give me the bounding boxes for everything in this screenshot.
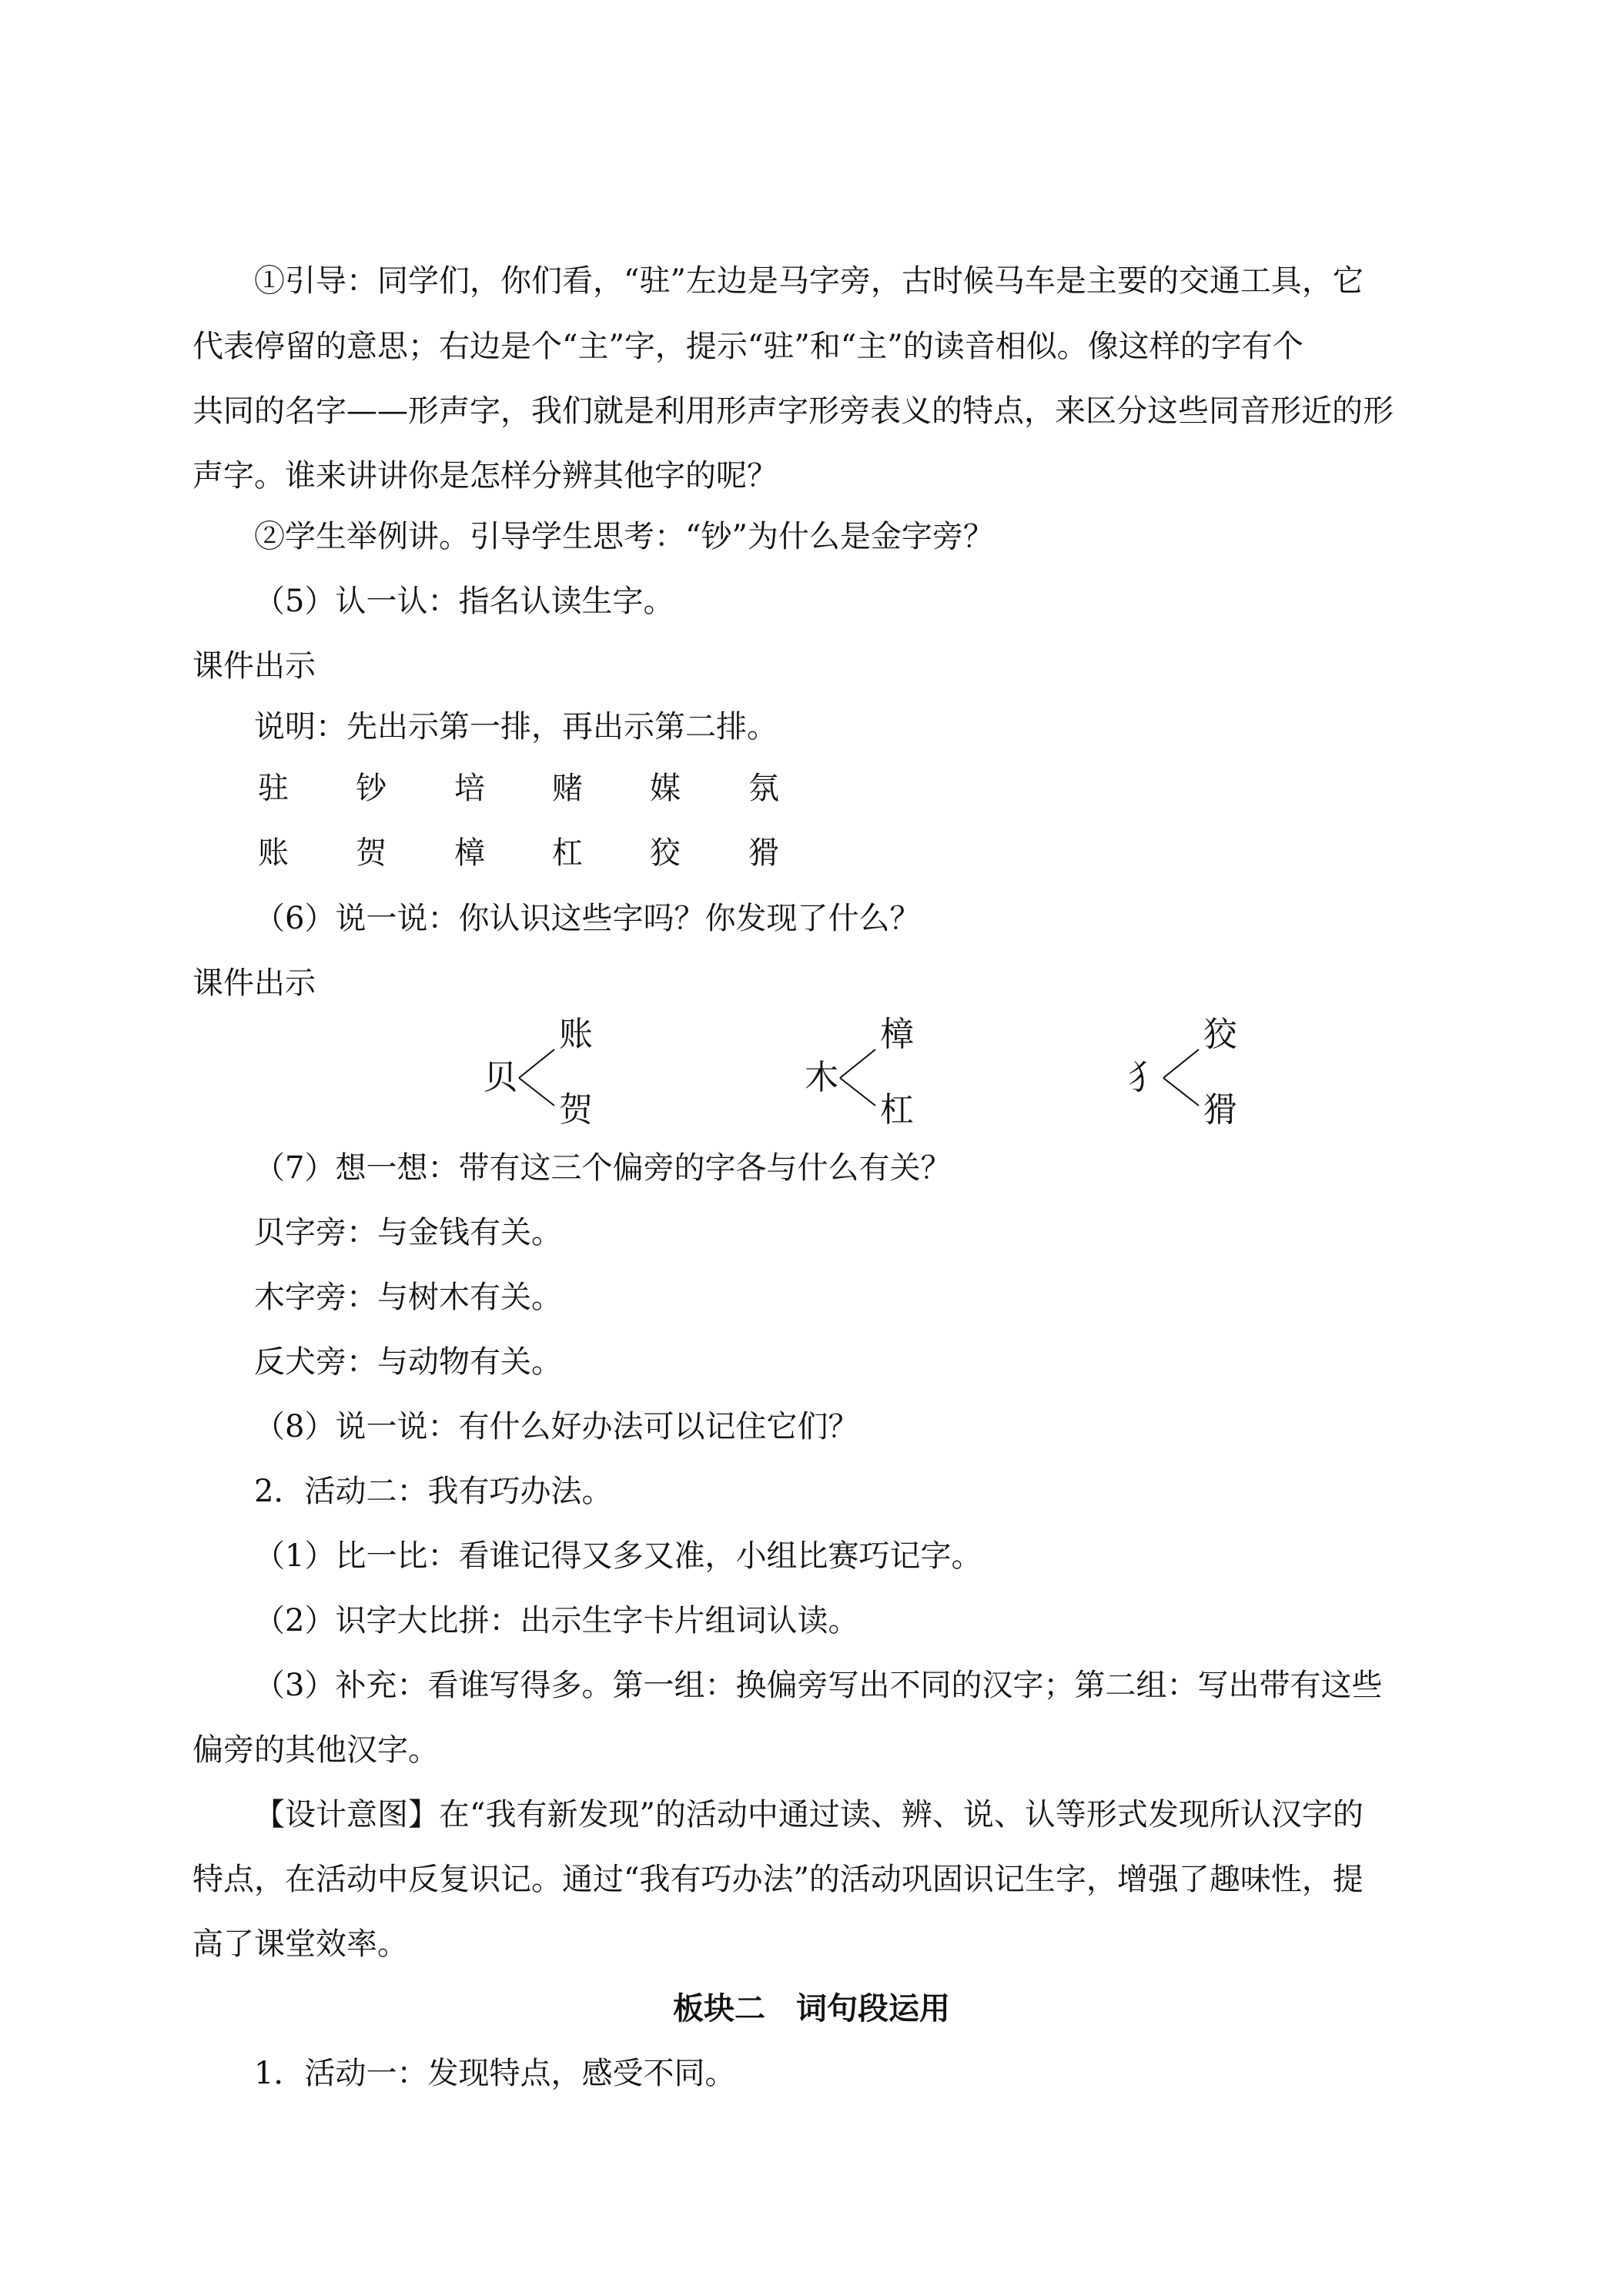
derived-char: 杠	[880, 1090, 914, 1130]
row1-char: 氛	[748, 771, 779, 806]
step6-text: （6）说一说：你认识这些字吗？你发现了什么？	[254, 901, 921, 936]
design-intent-line2: 特点，在活动中反复识记。通过“我有巧办法”的活动巩固识记生字，增强了趣味性，提	[192, 1862, 1364, 1897]
para1-line1: ①引导：同学们，你们看，“驻”左边是马字旁，古时候马车是主要的交通工具，它	[254, 263, 1364, 299]
row2-char: 猾	[748, 835, 779, 871]
radical-diagram-quan	[1128, 1015, 1259, 1130]
activity2-item2: （2）识字大比拼：出示生字卡片组词认读。	[254, 1603, 859, 1638]
step8-text: （8）说一说：有什么好办法可以记住它们？	[254, 1409, 859, 1444]
row2-char: 贺	[356, 835, 387, 871]
activity2-item1: （1）比一比：看谁记得又多又准，小组比赛巧记字。	[254, 1538, 982, 1574]
derived-char: 账	[559, 1015, 593, 1054]
mu-radical-text: 木字旁：与树木有关。	[254, 1280, 562, 1315]
row1-char: 赌	[552, 771, 583, 806]
branch-lines	[484, 1015, 614, 1130]
activity2-item3-line1: （3）补充：看谁写得多。第一组：换偏旁写出不同的汉字；第二组：写出带有这些	[254, 1668, 1383, 1703]
para1-line3: 共同的名字——形声字，我们就是利用形声字形旁表义的特点，来区分这些同音形近的形	[192, 393, 1394, 429]
fanquan-radical-text: 反犬旁：与动物有关。	[254, 1344, 562, 1380]
para2: ②学生举例讲。引导学生思考：“钞”为什么是金字旁？	[254, 519, 994, 554]
derived-char: 贺	[559, 1090, 593, 1130]
branch-lines	[805, 1015, 935, 1130]
activity1-text: 1．活动一：发现特点，感受不同。	[254, 2056, 736, 2091]
row2-char: 狡	[650, 835, 681, 871]
row2-char: 樟	[454, 835, 485, 871]
row2-char: 账	[258, 835, 289, 871]
branch-lines	[1128, 1015, 1259, 1130]
bei-radical-text: 贝字旁：与金钱有关。	[254, 1215, 562, 1250]
row1-char: 钞	[356, 771, 387, 806]
derived-char: 狡	[1203, 1015, 1237, 1054]
activity2-item3-line2: 偏旁的其他汉字。	[192, 1732, 439, 1768]
radical-diagram-mu	[805, 1015, 935, 1130]
design-intent-line1: 【设计意图】在“我有新发现”的活动中通过读、辨、说、认等形式发现所认汉字的	[254, 1797, 1364, 1832]
step7-text: （7）想一想：带有这三个偏旁的字各与什么有关？	[254, 1150, 952, 1186]
row1-char: 媒	[650, 771, 681, 806]
courseware-label-1: 课件出示	[192, 648, 316, 684]
section-title: 板块二 词句段运用	[673, 1990, 950, 2027]
derived-char: 樟	[880, 1015, 914, 1054]
row1-char: 培	[454, 771, 485, 806]
radical-diagram-bei	[484, 1015, 614, 1130]
note-text: 说明：先出示第一排，再出示第二排。	[254, 709, 778, 745]
para1-line4: 声字。谁来讲讲你是怎样分辨其他字的呢？	[192, 458, 778, 494]
step5-text: （5）认一认：指名认读生字。	[254, 584, 674, 619]
activity2-text: 2．活动二：我有巧办法。	[254, 1474, 613, 1509]
design-intent-line3: 高了课堂效率。	[192, 1926, 408, 1962]
row2-char: 杠	[552, 835, 583, 871]
row1-char: 驻	[258, 771, 289, 806]
para1-line2: 代表停留的意思；右边是个“主”字，提示“驻”和“主”的读音相似。像这样的字有个	[192, 329, 1303, 364]
radical-char: 犭	[1128, 1058, 1162, 1097]
courseware-label-2: 课件出示	[192, 966, 316, 1001]
radical-char: 贝	[484, 1058, 517, 1097]
radical-char: 木	[805, 1058, 838, 1097]
derived-char: 猾	[1203, 1090, 1237, 1130]
